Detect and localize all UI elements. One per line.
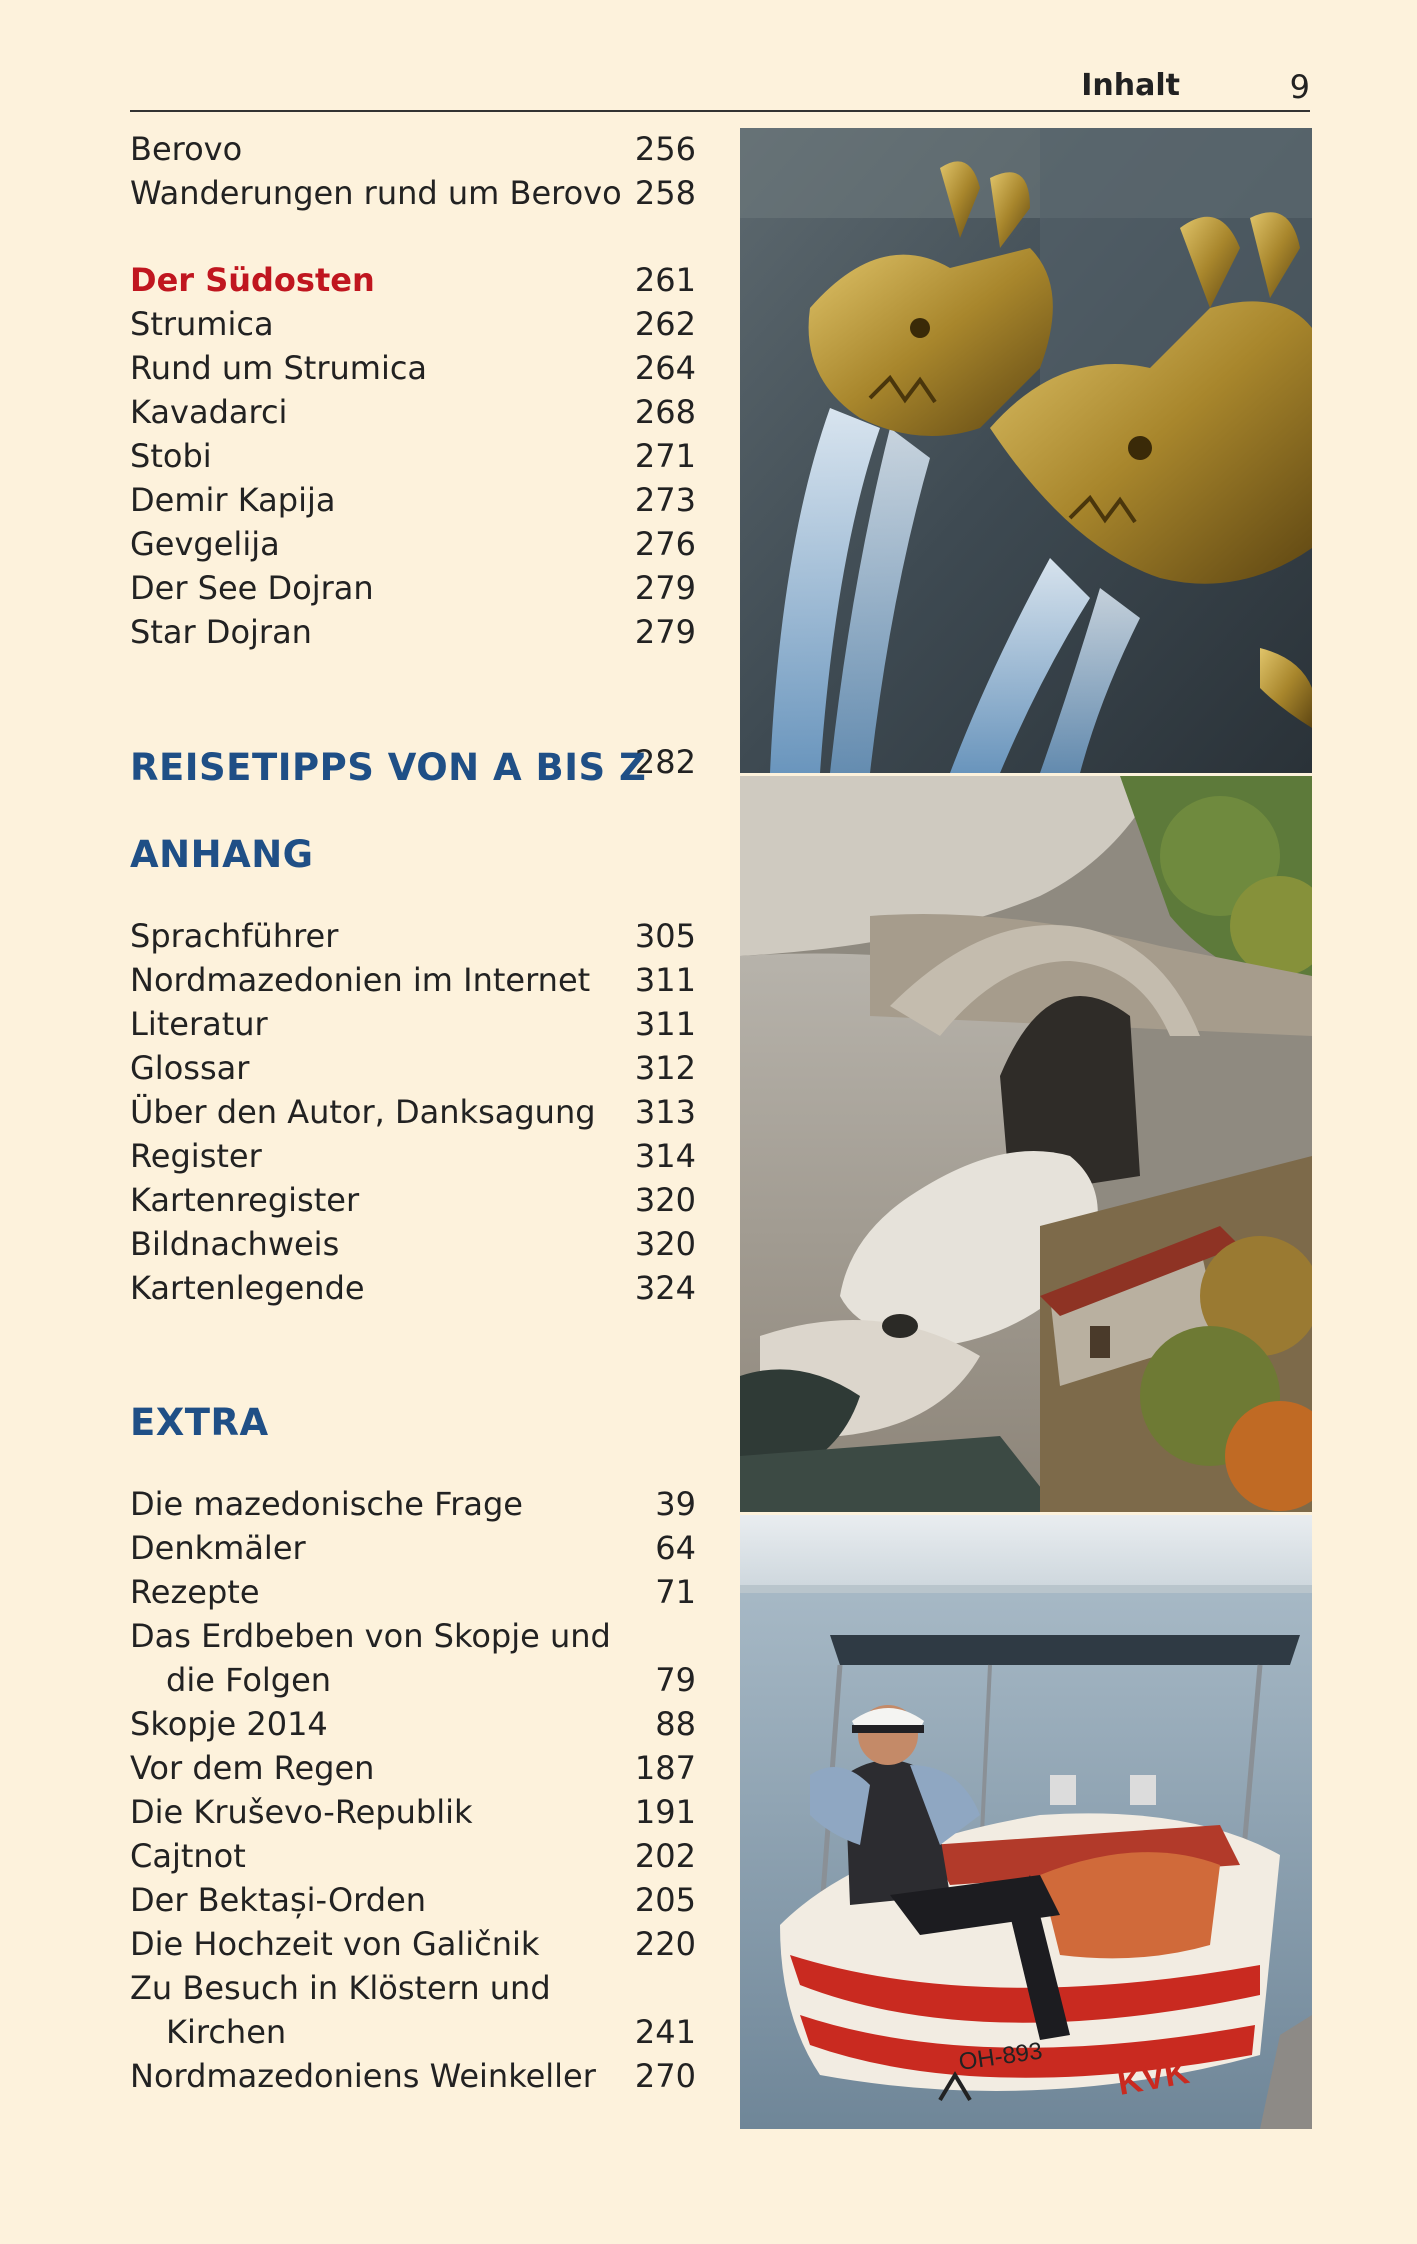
toc-entry: [130, 1178, 696, 1222]
toc-entry-page: 88: [655, 1705, 696, 1743]
toc-entry-label: Über den Autor, Danksagung: [130, 1093, 596, 1131]
toc-entry: [130, 1134, 696, 1178]
toc-entry-page: 64: [655, 1529, 696, 1567]
toc-entry-page: 79: [655, 1661, 696, 1699]
toc-entry: [130, 346, 696, 390]
toc-entry: [130, 2010, 696, 2054]
toc-entry: [130, 1002, 696, 1046]
toc-entry-label: Die mazedonische Frage: [130, 1485, 523, 1523]
toc-entry-label: Skopje 2014: [130, 1705, 328, 1743]
toc-entry-page: 324: [634, 1269, 696, 1307]
toc-entry-page: 220: [634, 1925, 696, 1963]
toc-entry: [130, 1222, 696, 1266]
region-heading: [130, 258, 696, 302]
toc-entry-page: 39: [655, 1485, 696, 1523]
toc-entry: [130, 1526, 696, 1570]
toc-entry-page: 273: [634, 481, 696, 519]
toc-entry: [130, 914, 696, 958]
toc-entry-page: 305: [634, 917, 696, 955]
toc-entry-page: 187: [634, 1749, 696, 1787]
toc-entry: [130, 1658, 696, 1702]
toc-entry: [130, 302, 696, 346]
toc-entry-label: Literatur: [130, 1005, 268, 1043]
toc-entry-label: Demir Kapija: [130, 481, 336, 519]
toc-entry: [130, 390, 696, 434]
toc-entry-page: 320: [634, 1225, 696, 1263]
toc-entry-label: Nordmazedonien im Internet: [130, 961, 591, 999]
toc-entry-page: 191: [634, 1793, 696, 1831]
toc-entry: [130, 1790, 696, 1834]
toc-entry-page: 256: [634, 130, 696, 168]
toc-entry-label: Glossar: [130, 1049, 250, 1087]
toc-entry-label: Register: [130, 1137, 262, 1175]
toc-entry-page: 71: [655, 1573, 696, 1611]
toc-entry-label: Kirchen: [166, 2013, 287, 2051]
toc-entry-label: Der See Dojran: [130, 569, 374, 607]
toc-entry-label: Wanderungen rund um Berovo: [130, 174, 622, 212]
toc-entry: [130, 1482, 696, 1526]
toc-entry-page: 262: [634, 305, 696, 343]
section-heading-reisetipps: REISETIPPS VON A BIS Z: [130, 746, 647, 789]
toc-entry-label: Nordmazedoniens Weinkeller: [130, 2057, 596, 2095]
toc-entry-label: Kavadarci: [130, 393, 288, 431]
toc-entry-label: Zu Besuch in Klöstern und: [130, 1969, 551, 2007]
toc-entry-label: Star Dojran: [130, 613, 312, 651]
toc-entry-label: Die Hochzeit von Galičnik: [130, 1925, 540, 1963]
toc-entry-page: 311: [634, 1005, 696, 1043]
toc-entry: [130, 610, 696, 654]
toc-entry-page: 270: [634, 2057, 696, 2095]
toc-entry-label: Berovo: [130, 130, 243, 168]
section-heading-anhang: ANHANG: [130, 833, 314, 876]
running-head-title: Inhalt: [1081, 68, 1180, 103]
toc-entry-page: 311: [634, 961, 696, 999]
toc-entry: [130, 1046, 696, 1090]
toc-entry-label: Das Erdbeben von Skopje und: [130, 1617, 611, 1655]
toc-entry-page: 276: [634, 525, 696, 563]
toc-entry: [130, 1090, 696, 1134]
page-number: 9: [1289, 68, 1310, 106]
toc-entry: [130, 958, 696, 1002]
photo-boat-captain: [740, 1515, 1312, 2129]
toc-entry: [130, 1702, 696, 1746]
toc-entry-page: 312: [634, 1049, 696, 1087]
toc-entry-page: 314: [634, 1137, 696, 1175]
toc-entry: [130, 1966, 696, 2010]
toc-entry: [130, 1746, 696, 1790]
toc-entry: [130, 1570, 696, 1614]
toc-entry-page: 202: [634, 1837, 696, 1875]
toc-entry: [130, 1266, 696, 1310]
toc-entry-page: 271: [634, 437, 696, 475]
toc-entry-label: Die Kruševo-Republik: [130, 1793, 473, 1831]
toc-entry-label: Gevgelija: [130, 525, 280, 563]
toc-entry-page: 268: [634, 393, 696, 431]
section-page-reisetipps: 282: [634, 743, 696, 781]
toc-entry-label: Cajtnot: [130, 1837, 246, 1875]
toc-entry-label: Kartenregister: [130, 1181, 360, 1219]
header-rule: [130, 110, 1310, 112]
toc-entry-label: Stobi: [130, 437, 212, 475]
toc-entry: [130, 566, 696, 610]
toc-entry-page: 279: [634, 569, 696, 607]
toc-entry-label: Bildnachweis: [130, 1225, 340, 1263]
boat-registration: OH-893: [957, 2037, 1045, 2076]
toc-entry-page: 313: [634, 1093, 696, 1131]
toc-entry-page: 264: [634, 349, 696, 387]
toc-entry: [130, 1614, 696, 1658]
section-heading-extra: EXTRA: [130, 1401, 269, 1444]
toc-entry-label: die Folgen: [166, 1661, 332, 1699]
toc-entry-label: Sprachführer: [130, 917, 339, 955]
toc-entry-label: Rund um Strumica: [130, 349, 428, 387]
toc-entry: [130, 434, 696, 478]
toc-entry-page: 279: [634, 613, 696, 651]
toc-entry-label: Strumica: [130, 305, 274, 343]
toc-entry: [130, 1834, 696, 1878]
toc-entry-label: Vor dem Regen: [130, 1749, 375, 1787]
toc-entry-label: Der Bektași-Orden: [130, 1881, 427, 1919]
boat-hull-lettering: KVK: [1114, 2052, 1193, 2103]
toc-entry: [130, 127, 696, 171]
toc-entry-page: 258: [634, 174, 696, 212]
toc-entry-label: Denkmäler: [130, 1529, 306, 1567]
photo-stone-bridge: [740, 776, 1312, 1512]
region-heading-label: Der Südosten: [130, 261, 375, 299]
toc-entry: [130, 1878, 696, 1922]
toc-entry-page: 205: [634, 1881, 696, 1919]
toc-entry: [130, 2054, 696, 2098]
region-heading-page: 261: [634, 261, 696, 299]
toc-entry-label: Rezepte: [130, 1573, 260, 1611]
toc-entry-label: Kartenlegende: [130, 1269, 365, 1307]
photo-dragon-fountain: [740, 128, 1312, 773]
toc-entry: [130, 1922, 696, 1966]
toc-entry-page: 241: [634, 2013, 696, 2051]
toc-entry: [130, 171, 696, 215]
toc-entry-page: 320: [634, 1181, 696, 1219]
toc-entry: [130, 478, 696, 522]
toc-entry: [130, 522, 696, 566]
